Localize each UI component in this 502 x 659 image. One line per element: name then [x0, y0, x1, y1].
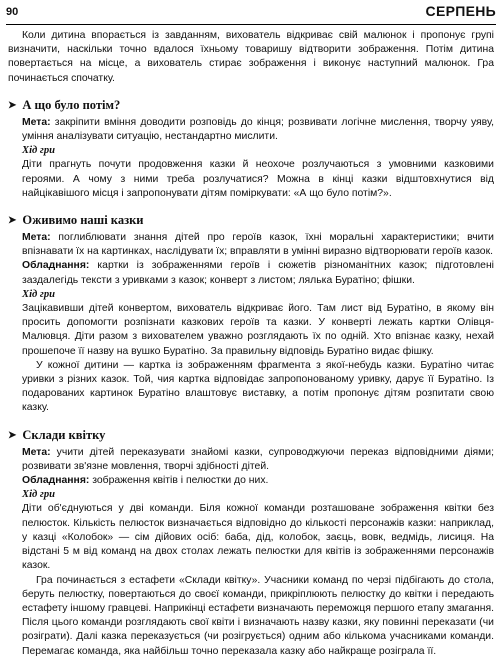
section-body-3	[8, 446, 494, 659]
goal-paragraph	[22, 231, 494, 259]
game-progress-heading: Хід гри	[22, 145, 56, 157]
arrow-bullet-icon: ➤	[8, 99, 17, 111]
section-title-text: Склади квітку	[22, 427, 106, 442]
equipment-paragraph	[22, 474, 494, 488]
game-progress-text: Зацікавивши дітей конвертом, вихователь відкриває його. Там лист від Буратіно, в якому він просить допомогти розпізнати казкових героїв та казки. У конверті лежать картки Олівця-Малювця. Діти разом з вихователем уважно розглядають їх по одній. Хто впізнає казку, нехай прошепоче її назву на вушко Буратіно. За правильну відповідь Буратіно видає фішку.	[22, 303, 494, 357]
arrow-bullet-icon: ➤	[8, 215, 17, 227]
game-progress-text: Діти об'єднуються у дві команди. Біля кожної команди розташоване зображення квітки без пелюсток. Кількість пелюсток визначається відповідно до кількості персонажів казки: наприклад, у казці «Колобок» — сім дійових осіб: баба, дід, колобок, заєць, вовк, ведмідь, лисиця. На відстані 5 м від команд на двох столах лежать пелюстки для квітів із зображеннями персонажів казок.	[22, 503, 494, 572]
section-title-3	[8, 428, 494, 443]
goal-label: Мета:	[22, 232, 51, 244]
section-body-2	[8, 231, 494, 416]
goal-paragraph	[22, 446, 494, 474]
arrow-bullet-icon: ➤	[8, 429, 17, 441]
month-title: СЕРПЕНЬ	[425, 3, 496, 19]
goal-text: учити дітей переказувати знайомі казки, супроводжуючи переказ відповідними діями; розвивати зв'язне мовлення, творчі здібності дітей.	[22, 446, 494, 472]
page-number: 90	[6, 6, 19, 18]
equipment-label: Обладнання:	[22, 260, 90, 272]
goal-text: поглиблювати знання дітей про героїв казок, їхні моральні характеристики; вчити впізнавати їх на картинках, наслідувати їх; вправляти в умінні виразно відтворювати героїв казок.	[22, 232, 494, 258]
section-title-text: А що було потім?	[22, 97, 121, 112]
goal-text: закріпити вміння доводити розповідь до кінця; розвивати логічне мислення, творчу уяву, уміння аналізувати ситуацію, нестандартно мислити.	[22, 116, 494, 143]
goal-label: Мета:	[22, 446, 51, 458]
section-body-1	[8, 116, 494, 201]
section-title-1	[8, 98, 494, 113]
equipment-paragraph	[22, 259, 494, 287]
equipment-text: зображення квітів і пелюстки до них.	[89, 475, 269, 487]
section-title-text: Оживимо наші казки	[22, 213, 144, 228]
goal-label: Мета:	[22, 116, 51, 128]
game-progress-heading: Хід гри	[22, 288, 56, 300]
equipment-label: Обладнання:	[22, 475, 90, 487]
page-header	[6, 2, 496, 25]
game-progress-text: У кожної дитини — картка із зображенням фрагмента з якої-небудь казки. Буратіно читає уривки з різних казок. Той, чия картка відповідає запропонованому уривку, дарує її Буратіно. Із подарованих картинок Буратіно влаштовує виставку, а потім пропонує дітям розпитати свою казку.	[22, 359, 494, 414]
game-progress-text: Гра починається з естафети «Склади квітку». Учасники команд по черзі підбігають до стола, беруть пелюстку, повертаються до своєї команди, прикріплюють пелюстку до квітки і передають естафету іншому гравцеві. Наприкінці естафети визначають переможця першого етапу змагання. Після цього команди розглядають свої квіти і визначають назву казки, яку повинні переказати (чи розіграти). Далі казка переказується (чи розігрується) одним або кількома учасниками команди. Перемагає команда, яка найбільш точно переказала казку або найкраще розіграла її.	[22, 574, 494, 657]
equipment-text: картки із зображеннями героїв і сюжетів різноманітних казок; підготовлені заздалегідь тексти з уривками з казок; конверт з листом; лялька Буратіно; фішки.	[22, 260, 494, 286]
page-content	[8, 29, 494, 659]
game-progress-text: Діти прагнуть почути продовження казки й неохоче розлучаються з умовними казковими героями. А чому з ними треба розлучатися? Можна в кінці казки відштовхнутися від найцікавішого місця і запропонувати дітям поміркувати: «А що було потім?».	[22, 159, 494, 199]
section-title-2	[8, 213, 494, 228]
intro-paragraph: Коли дитина впорається із завданням, вихователь відкриває свій малюнок і пропонує групі визначити, наскільки точно вдалося їхньому товаришу відтворити зображення. Потім дитина повертається на місце, а вихователь стирає зображення і виконує наступний малюнок. Гра починається спочатку.	[8, 30, 494, 84]
goal-paragraph	[22, 116, 494, 144]
game-progress-heading: Хід гри	[22, 489, 56, 501]
